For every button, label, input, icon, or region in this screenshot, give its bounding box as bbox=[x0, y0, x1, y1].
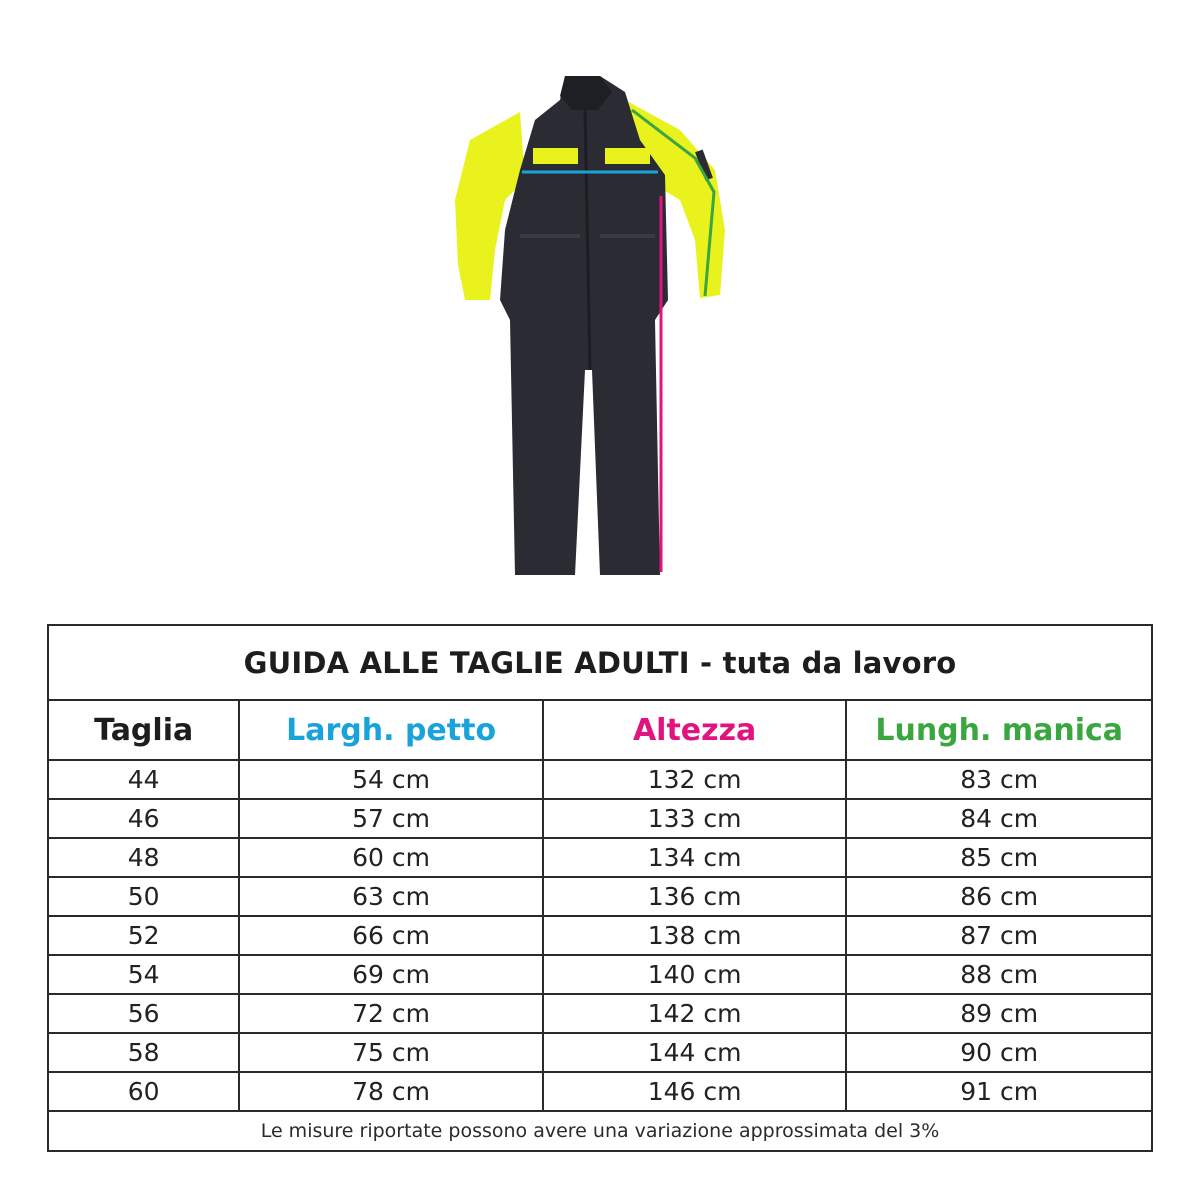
header-chest-width: Largh. petto bbox=[239, 700, 543, 760]
cell-height: 133 cm bbox=[543, 799, 847, 838]
cell-chest-width: 60 cm bbox=[239, 838, 543, 877]
cell-sleeve-length: 83 cm bbox=[846, 760, 1152, 799]
header-sleeve-length: Lungh. manica bbox=[846, 700, 1152, 760]
cell-height: 132 cm bbox=[543, 760, 847, 799]
cell-chest-width: 75 cm bbox=[239, 1033, 543, 1072]
cell-height: 134 cm bbox=[543, 838, 847, 877]
cell-taglia: 46 bbox=[48, 799, 239, 838]
cell-height: 144 cm bbox=[543, 1033, 847, 1072]
cell-chest-width: 66 cm bbox=[239, 916, 543, 955]
cell-taglia: 44 bbox=[48, 760, 239, 799]
table-title: GUIDA ALLE TAGLIE ADULTI - tuta da lavoro bbox=[48, 625, 1152, 700]
table-row bbox=[48, 994, 1152, 1033]
cell-chest-width: 78 cm bbox=[239, 1072, 543, 1111]
header-row bbox=[48, 700, 1152, 760]
cell-sleeve-length: 86 cm bbox=[846, 877, 1152, 916]
table-row bbox=[48, 1033, 1152, 1072]
header-height: Altezza bbox=[543, 700, 847, 760]
cell-sleeve-length: 89 cm bbox=[846, 994, 1152, 1033]
cell-height: 142 cm bbox=[543, 994, 847, 1033]
coverall-illustration bbox=[440, 70, 740, 580]
cell-sleeve-length: 85 cm bbox=[846, 838, 1152, 877]
table-row bbox=[48, 760, 1152, 799]
cell-sleeve-length: 87 cm bbox=[846, 916, 1152, 955]
cell-chest-width: 54 cm bbox=[239, 760, 543, 799]
coverall-image bbox=[440, 70, 740, 580]
cell-taglia: 50 bbox=[48, 877, 239, 916]
cell-taglia: 56 bbox=[48, 994, 239, 1033]
header-taglia: Taglia bbox=[48, 700, 239, 760]
table-row bbox=[48, 1072, 1152, 1111]
cell-chest-width: 57 cm bbox=[239, 799, 543, 838]
table-row bbox=[48, 838, 1152, 877]
cell-sleeve-length: 84 cm bbox=[846, 799, 1152, 838]
cell-height: 136 cm bbox=[543, 877, 847, 916]
cell-taglia: 52 bbox=[48, 916, 239, 955]
cell-chest-width: 69 cm bbox=[239, 955, 543, 994]
size-chart-table bbox=[47, 624, 1153, 1152]
cell-taglia: 48 bbox=[48, 838, 239, 877]
cell-sleeve-length: 88 cm bbox=[846, 955, 1152, 994]
cell-height: 138 cm bbox=[543, 916, 847, 955]
table-row bbox=[48, 799, 1152, 838]
table-row bbox=[48, 955, 1152, 994]
cell-chest-width: 72 cm bbox=[239, 994, 543, 1033]
cell-taglia: 58 bbox=[48, 1033, 239, 1072]
cell-height: 146 cm bbox=[543, 1072, 847, 1111]
cell-height: 140 cm bbox=[543, 955, 847, 994]
table-row bbox=[48, 877, 1152, 916]
table-row bbox=[48, 916, 1152, 955]
measurement-note: Le misure riportate possono avere una variazione approssimata del 3% bbox=[48, 1111, 1152, 1151]
cell-taglia: 60 bbox=[48, 1072, 239, 1111]
cell-sleeve-length: 91 cm bbox=[846, 1072, 1152, 1111]
cell-taglia: 54 bbox=[48, 955, 239, 994]
cell-sleeve-length: 90 cm bbox=[846, 1033, 1152, 1072]
cell-chest-width: 63 cm bbox=[239, 877, 543, 916]
